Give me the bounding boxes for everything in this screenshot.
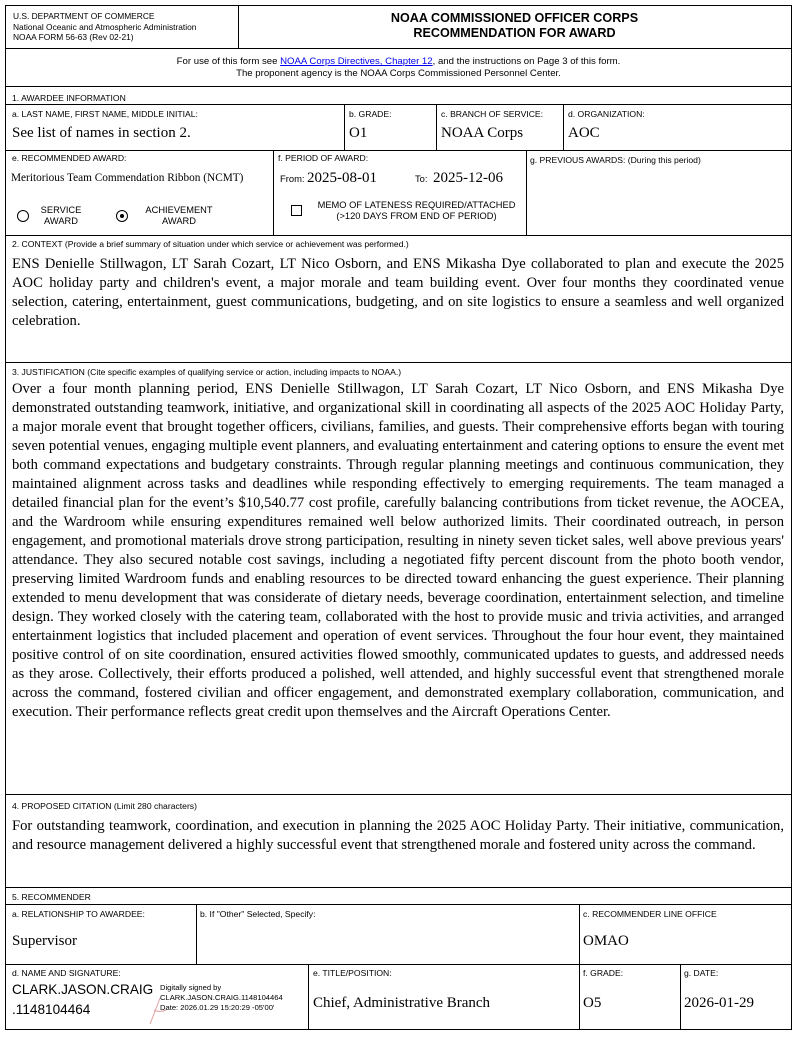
rule [6,86,791,87]
digital-sig-line3: Date: 2026.01.29 15:20:29 -05'00' [160,1003,275,1012]
context-label: 2. CONTEXT (Provide a brief summary of situation under which service or achievement was performed.) [12,239,409,249]
recommended-award-field[interactable]: Meritorious Team Commendation Ribbon (NCMT) [11,172,244,184]
rule [308,964,309,1030]
memo-label-line2: (>120 DAYS FROM END OF PERIOD) [336,211,497,221]
context-text[interactable]: ENS Denielle Stillwagon, LT Sarah Cozart, LT Nico Osborn, and ENS Mikasha Dye collaborated to plan and execute the 2025 AOC holiday party and children's event, a major morale and team building event. Over four months they coordinated venue selection, catering, entertainment, guest communications, budgeting, and on site logistics to ensure a seamless and well organized celebration. [12,256,784,329]
rule [526,150,527,235]
justification-label: 3. JUSTIFICATION (Cite specific examples of qualifying service or action, including impacts to NOAA.) [12,367,402,377]
instructions-suffix: , and the instructions on Page 3 of this form. [432,56,621,67]
rule [6,150,791,151]
date-label: g. DATE: [684,968,719,978]
directives-link[interactable]: NOAA Corps Directives, Chapter 12 [280,56,433,67]
rule [6,48,791,49]
previous-awards-label: g. PREVIOUS AWARDS: (During this period) [530,155,701,165]
agency-line2: National Oceanic and Atmospheric Administration [13,21,197,32]
award-label: e. RECOMMENDED AWARD: [12,153,127,163]
relationship-label: a. RELATIONSHIP TO AWARDEE: [12,909,145,919]
agency-block [13,11,196,43]
radio-selected-dot [120,214,124,218]
name-signature-label: d. NAME AND SIGNATURE: [12,968,121,978]
instructions-prefix: For use of this form see [176,56,281,67]
rule [6,964,791,965]
achievement-award-label-line1: ACHIEVEMENT [145,205,213,215]
name-label: a. LAST NAME, FIRST NAME, MIDDLE INITIAL: [12,109,198,119]
period-from-field[interactable]: 2025-08-01 [307,170,377,186]
rule [579,964,580,1030]
form-title-line2: RECOMMENDATION FOR AWARD [413,26,616,40]
digital-sig-line2: CLARK.JASON.CRAIG.1148104464 [160,993,283,1002]
memo-of-lateness-checkbox[interactable] [291,205,302,216]
rule [6,235,791,236]
memo-of-lateness-label [309,200,524,222]
section5-title: 5. RECOMMENDER [12,892,91,902]
rule [6,794,791,795]
awardee-grade-field[interactable]: O1 [349,125,368,141]
form-title [238,11,791,41]
org-label: d. ORGANIZATION: [568,109,645,119]
service-award-label-line1: SERVICE [40,205,82,215]
award-form [5,5,792,1030]
awardee-name-field[interactable]: See list of names in section 2. [12,125,191,141]
service-award-label [34,205,88,227]
signer-name-line2: .1148104464 [12,1002,91,1017]
rule [436,104,437,150]
instructions-line2: The proponent agency is the NOAA Corps Commissioned Personnel Center. [236,68,561,79]
signer-name-line1: CLARK.JASON.CRAIG [12,982,154,997]
period-to-field[interactable]: 2025-12-06 [433,170,503,186]
rule [344,104,345,150]
memo-label-line1: MEMO OF LATENESS REQUIRED/ATTACHED [317,200,516,210]
agency-line1: U.S. DEPARTMENT OF COMMERCE [13,11,155,21]
form-number: NOAA FORM 56-63 (Rev 02-21) [13,32,134,42]
other-specify-label: b. If "Other" Selected, Specify: [200,909,316,919]
rule [6,887,791,888]
branch-label: c. BRANCH OF SERVICE: [441,109,544,119]
rule [6,904,791,905]
title-position-label: e. TITLE/POSITION: [313,968,392,978]
achievement-award-label [133,205,225,227]
relationship-field[interactable]: Supervisor [12,933,77,949]
rule [6,104,791,105]
period-label: f. PERIOD OF AWARD: [278,153,369,163]
rule [680,964,681,1030]
title-position-field[interactable]: Chief, Administrative Branch [313,995,491,1011]
service-award-label-line2: AWARD [44,216,78,226]
rule [6,362,791,363]
from-label: From: [280,173,305,184]
achievement-award-radio[interactable] [116,210,128,222]
line-office-label: c. RECOMMENDER LINE OFFICE [583,909,717,919]
rule [196,904,197,964]
recommender-grade-field[interactable]: O5 [583,995,602,1011]
rule [563,104,564,150]
other-specify-field[interactable] [202,922,577,962]
citation-text[interactable]: For outstanding teamwork, coordination, and execution in planning the 2025 AOC Holiday Party. Their initiative, communication, and resource management delivered a highly successful event that strengthened morale and fostered unity across the command. [12,818,784,853]
digital-sig-line1: Digitally signed by [160,983,222,992]
grade-label: b. GRADE: [349,109,392,119]
line-office-field[interactable]: OMAO [583,933,629,949]
rule [273,150,274,235]
service-award-radio[interactable] [17,210,29,222]
instructions-line1 [6,56,791,68]
awardee-branch-field[interactable]: NOAA Corps [441,125,524,141]
form-title-line1: NOAA COMMISSIONED OFFICER CORPS [390,11,639,25]
date-field[interactable]: 2026-01-29 [684,995,754,1011]
rule [579,904,580,964]
achievement-award-label-line2: AWARD [162,216,196,226]
citation-label: 4. PROPOSED CITATION (Limit 280 characters) [12,801,197,811]
awardee-org-field[interactable]: AOC [568,125,600,141]
justification-text[interactable]: Over a four month planning period, ENS Denielle Stillwagon, LT Sarah Cozart, LT Nico Osborn, and ENS Mikasha Dye demonstrated outstanding teamwork, initiative, and organizational skill in coordinating all aspects of the 2025 AOC Holiday Party, a major morale event that brought together officers, civilians, families, and guests. Their comprehensive efforts began with touring seven potential venues, engaging multiple event planners, and evaluating entertainment and catering options to ensure the event met both command expectations and budgetary constraints. Through regular planning meetings and continuous communication, they maintained alignment across tasks and deadlines while responding effectively to emerging requirements. The team managed a detailed financial plan for the event’s $10,540.77 cost profile, carefully balancing contributions from ticket revenue, the AOCEA, and the Wardroom while ensuring expenditures remained well below authorized limits. Their coordinated outreach, in person engagement, and promotional materials drove strong participation, resulting in ninety seven ticket sales, well above previous years' attendance. They also secured notable cost savings, including a negotiated fifty percent discount from the photo booth vendor, preserving limited Wardroom funds and enabling resources to be directed toward enhancing the guest experience. Their planning extended to menu development that was considerate of dietary needs, beverage coordination, entertainment selection, and timeline design. They worked closely with the catering team, collaborated with the host to provide music and trivia activities, and arranged entertainment logistics that included placement and operation of event services. Throughout the four hour event, they maintained positive control of on site coordination, ensured activities flowed smoothly, communicated updates to guests, and addressed needs as they arose. Collectively, their efforts produced a polished, well attended, and highly successful event that strengthened morale across the command, fostered civilian and officer engagement, and demonstrated exemplary collaboration, communication, and execution. Their performance reflects great credit upon themselves and the Aircraft Operations Center. [12,381,784,720]
section1-title: 1. AWARDEE INFORMATION [12,93,126,103]
recommender-grade-label: f. GRADE: [583,968,624,978]
to-label: To: [415,173,428,184]
